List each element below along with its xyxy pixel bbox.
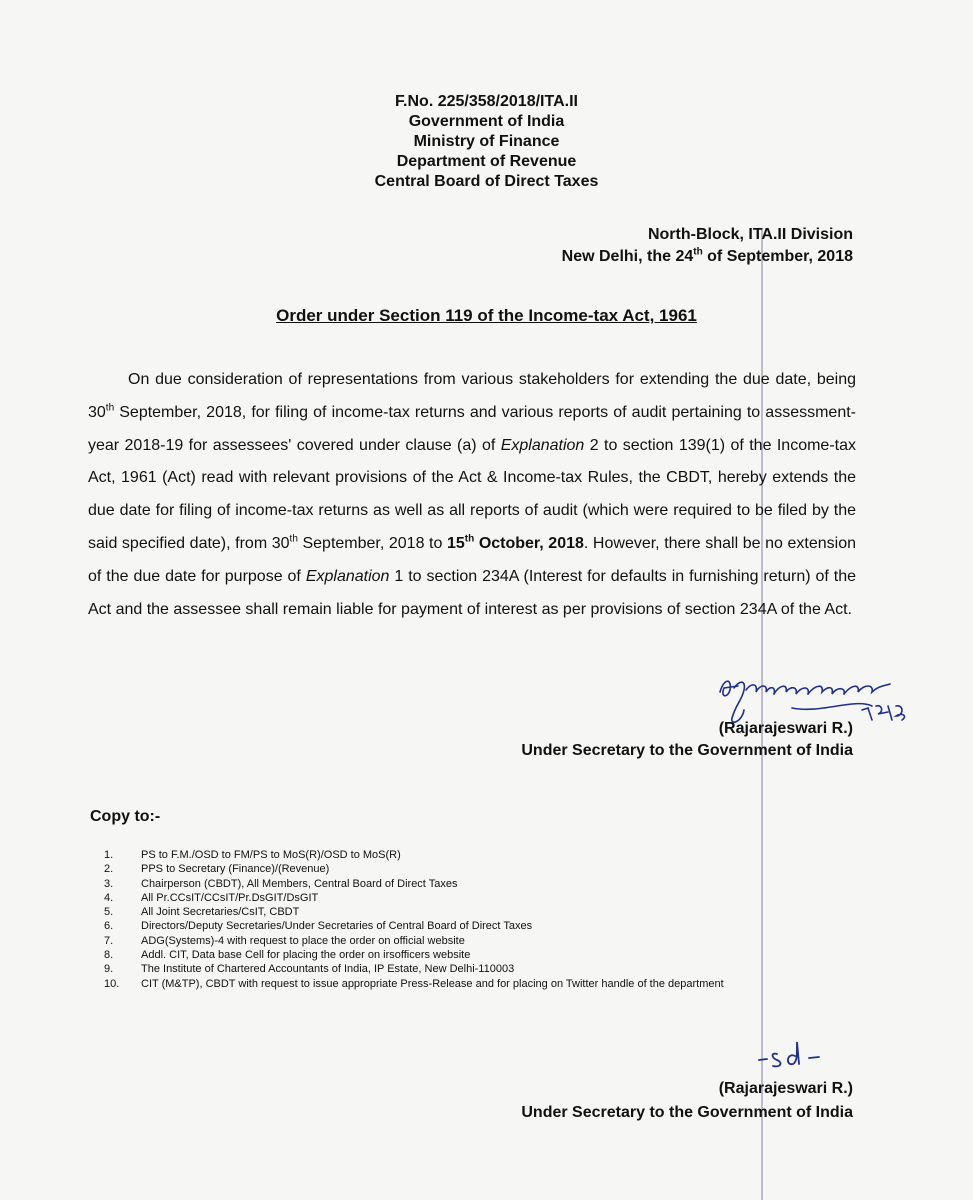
list-item [104,948,724,962]
footer-signatory-designation: Under Secretary to the Government of India [521,1104,853,1121]
list-item-text: All Pr.CCsIT/CCsIT/Pr.DsGIT/DsGIT [141,891,319,904]
list-item-number: 2. [104,863,114,876]
handwritten-signature [712,664,922,726]
order-title: Order under Section 119 of the Income-tax Act, 1961 [276,306,697,325]
board-name: Central Board of Direct Taxes [374,173,599,190]
body-text-4: September, 2018 to [297,534,447,552]
list-item-number: 1. [104,849,114,861]
address-line-1: North-Block, ITA.II Division [647,226,853,243]
body-text-6: 1 to section 234A (Interest for defaults in furnishing return) of the Act and the assessee shall remain liable for payment of interest as per provisions of section 234A of the Act. [88,567,857,618]
extended-date-day: 15 [446,534,465,552]
list-item-number: 6. [104,920,114,933]
list-item-text: All Joint Secretaries/CsIT, CBDT [141,906,300,919]
letterhead [0,92,973,192]
body-emphasis-1: Explanation [500,436,585,454]
list-item [104,962,724,976]
list-item-text: CIT (M&TP), CBDT with request to issue appropriate Press-Release and for placing on Twitter handle of the department [141,977,724,990]
ministry-name: Ministry of Finance [413,133,560,150]
date-ordinal: th [693,246,703,258]
list-item [104,977,724,991]
copy-to-heading: Copy to:- [90,808,161,825]
body-emphasis-2: Explanation [305,567,390,585]
copy-to-list [104,848,724,991]
list-item-text: Directors/Deputy Secretaries/Under Secretaries of Central Board of Direct Taxes [141,920,533,933]
list-item [104,934,724,948]
list-item [104,877,724,891]
signatory-name: (Rajarajeswari R.) [718,720,853,737]
date-prefix: New Delhi, the 24 [561,248,694,265]
date-suffix: of September, 2018 [702,248,853,265]
file-number: F.No. 225/358/2018/ITA.II [395,93,578,110]
list-item-text: Addl. CIT, Data base Cell for placing the order on irsofficers website [141,949,471,962]
extended-date-ordinal: th [464,533,475,545]
sd-handwritten-mark [755,1036,825,1072]
signatory-designation: Under Secretary to the Government of India [521,742,853,759]
list-item-number: 4. [104,891,114,904]
list-item [104,891,724,905]
list-item-text: ADG(Systems)-4 with request to place the order on official website [141,934,465,947]
list-item-text: PPS to Secretary (Finance)/(Revenue) [141,863,330,876]
body-ordinal-1: th [105,402,115,414]
list-item-text: Chairperson (CBDT), All Members, Central Board of Direct Taxes [141,877,458,890]
list-item [104,848,724,862]
list-item-number: 8. [104,949,114,962]
department-name: Department of Revenue [396,153,577,170]
list-item-number: 9. [104,963,114,976]
extended-date [447,535,584,552]
list-item-number: 10. [104,977,120,990]
address-line-2 [562,246,853,268]
list-item-text: The Institute of Chartered Accountants of India, IP Estate, New Delhi-110003 [141,963,515,976]
extended-date-month: October, 2018 [474,534,584,552]
body-text-2: September, 2018, for filing of income-tax returns and various reports of audit pertaining to assessment-year 2018-19 for assessees' covered under clause (a) of [88,403,856,454]
body-text-1: On due consideration of representations from various stakeholders for extending the due date, being 30 [88,371,856,421]
body-text-3: 2 to section 139(1) of the Income-tax Act, 1961 (Act) read with relevant provisions of the Act & Income-tax Rules, the CBDT, hereby extends the due date for filing of income-tax returns as well as all reports of audit (which were required to be filed by the said specified date), from 30 [88,436,856,552]
list-item [104,919,724,933]
body-text-5: . However, there shall be no extension of the due date for purpose of [88,534,856,585]
order-body [88,364,856,626]
list-item-text: PS to F.M./OSD to FM/PS to MoS(R)/OSD to MoS(R) [141,849,401,861]
body-ordinal-2: th [289,533,298,545]
footer-signatory-name: (Rajarajeswari R.) [718,1080,853,1097]
list-item [104,905,724,919]
list-item-number: 3. [104,877,114,890]
list-item [104,862,724,876]
list-item-number: 5. [104,906,114,919]
address-block [562,224,853,268]
list-item-number: 7. [104,934,114,947]
government-name: Government of India [408,113,565,130]
